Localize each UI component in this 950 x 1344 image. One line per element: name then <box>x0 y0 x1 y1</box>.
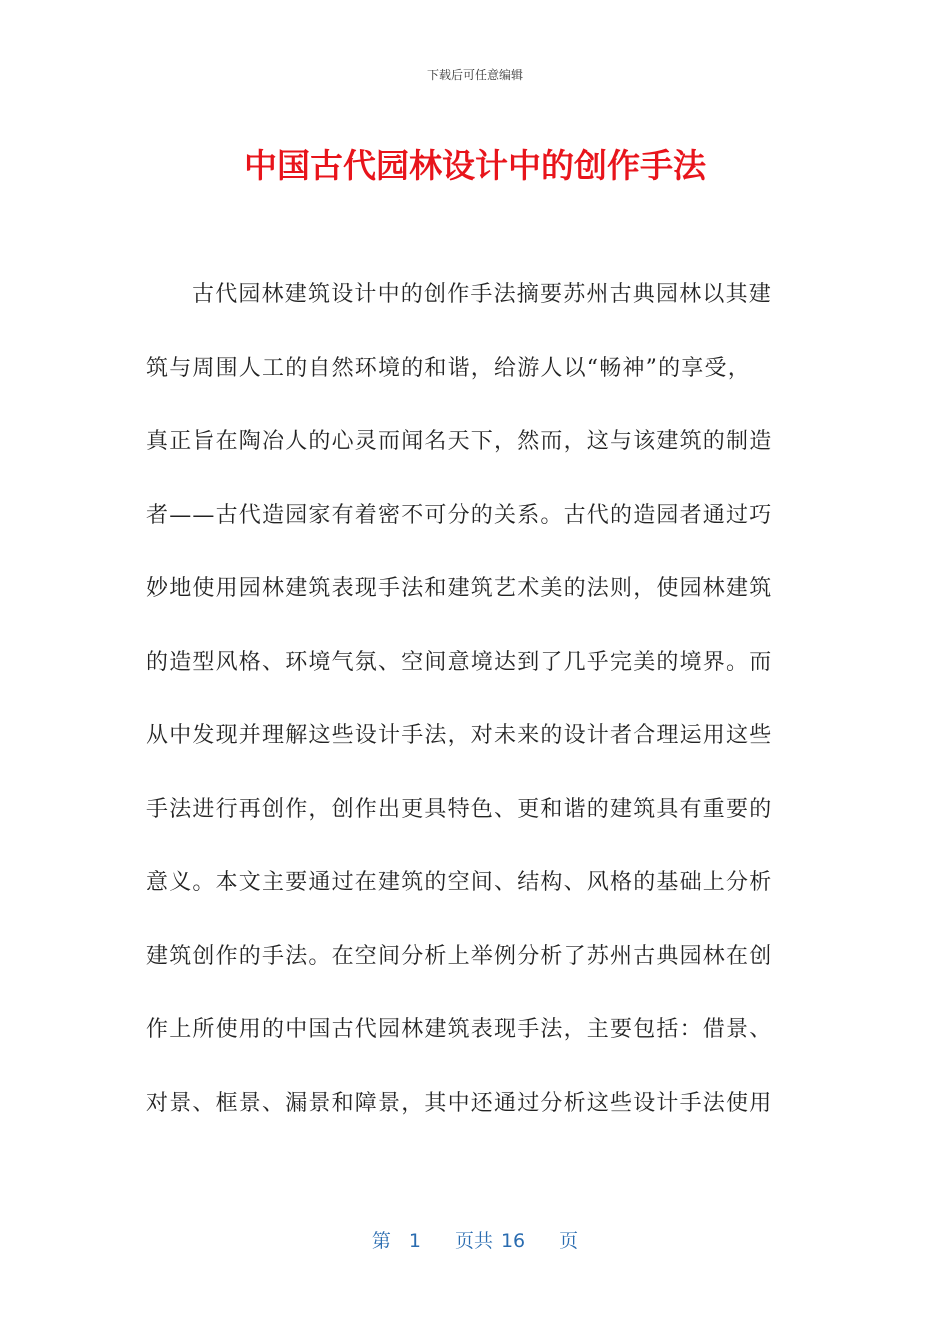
body-line: 从中发现并理解这些设计手法，对未来的设计者合理运用这些 <box>146 723 773 748</box>
body-text <box>146 275 790 1157</box>
body-line: 古代园林建筑设计中的创作手法摘要苏州古典园林以其建 <box>192 282 773 307</box>
body-line: 作上所使用的中国古代园林建筑表现手法，主要包括：借景、 <box>146 1017 773 1042</box>
body-line: 意义。本文主要通过在建筑的空间、结构、风格的基础上分析 <box>146 870 773 895</box>
body-line: 妙地使用园林建筑表现手法和建筑艺术美的法则，使园林建筑 <box>146 576 773 601</box>
body-line: 对景、框景、漏景和障景，其中还通过分析这些设计手法使用 <box>146 1090 773 1116</box>
body-line: 的造型风格、环境气氛、空间意境达到了几乎完美的境界。而 <box>146 649 773 675</box>
body-line: 真正旨在陶冶人的心灵而闻名天下，然而，这与该建筑的制造 <box>146 429 773 454</box>
body-line: 筑与周围人工的自然环境的和谐，给游人以“畅神”的享受， <box>146 355 751 381</box>
footer-total-pages: 16 <box>500 1230 526 1252</box>
header-note: 下载后可任意编辑 <box>426 68 523 82</box>
footer-ye: 页 <box>559 1230 579 1252</box>
document-title: 中国古代园林设计中的创作手法 <box>244 146 706 185</box>
body-line: 者——古代造园家有着密不可分的关系。古代的造园者通过巧 <box>146 502 773 528</box>
body-line: 手法进行再创作，创作出更具特色、更和谐的建筑具有重要的 <box>146 796 773 822</box>
footer-di: 第 <box>371 1230 391 1252</box>
footer-page-number: 1 <box>408 1230 421 1252</box>
body-line: 建筑创作的手法。在空间分析上举例分析了苏州古典园林在创 <box>146 943 773 969</box>
footer-ye-gong: 页共 <box>454 1230 493 1252</box>
page-footer <box>0 1226 950 1253</box>
